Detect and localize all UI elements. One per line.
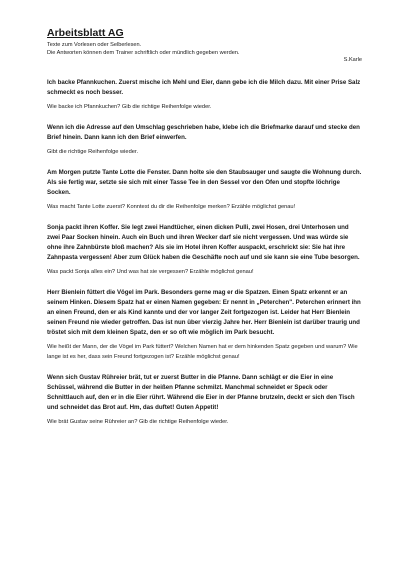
section-2 bbox=[47, 123, 362, 157]
story-text: Herr Bienlein füttert die Vögel im Park. Besonders gerne mag er die Spatzen. Einen Spatz erkennt er an seinem Hinken. Diesem Spatz hat er einen Namen gegeben: Er nennt in „Peterchen". Peterchen erinnert ihn an einen Freund, den er als Kind kannte und der vor langer Zeit fortgezogen ist. Leider hat Herr Bienlein seinen Freund nie wieder getroffen. Das ist nun über vierzig Jahre her. Herr Bienlein ist darüber traurig und tröstet sich mit dem kleinen Spatz, den er so oft wie möglich im Park besucht. bbox=[47, 289, 361, 336]
intro-line-2: Die Antworten können dem Trainer schriftlich oder mündlich gegeben werden. bbox=[47, 50, 240, 56]
worksheet-title: Arbeitsblatt AG bbox=[47, 27, 124, 39]
question-text: Was macht Tante Lotte zuerst? Konntest du dir die Reihenfolge merken? Erzähle möglichst genau! bbox=[47, 204, 296, 210]
section-5 bbox=[47, 288, 362, 362]
author-signature: S.Karle bbox=[343, 57, 362, 63]
story-text: Am Morgen putzte Tante Lotte die Fenster. Dann holte sie den Staubsauger und saugte die Wohnung durch. Als sie fertig war, setzte sie sich mit einer Tasse Tee in den Sessel vor den Ofen und stopfte löchrige Socken. bbox=[47, 169, 362, 196]
story-text: Wenn sich Gustav Rühreier brät, tut er zuerst Butter in die Pfanne. Dann schlägt er die Eier in eine Schüssel, während die Butter in der heißen Pfanne schmilzt. Manchmal schneidet er Speck oder Schnittlauch auf, den er in die Eier rührt. Während die Eier in der Pfanne brutzeln, deckt er sich den Tisch und schneidet das Brot auf. Hm, das duftet! Guten Appetit! bbox=[47, 374, 355, 411]
story-text: Wenn ich die Adresse auf den Umschlag geschrieben habe, klebe ich die Briefmarke darauf und stecke den Brief hinein. Dann kann ich den Brief einwerfen. bbox=[47, 124, 360, 141]
section-6 bbox=[47, 373, 362, 427]
story-text: Sonja packt ihren Koffer. Sie legt zwei Handtücher, einen dicken Pulli, zwei Hosen, drei Unterhosen und zwei Paar Socken hinein. Auch ein Buch und ihren Wecker darf sie nicht vergessen. Und was würde sie ohne ihre Zahnbürste bloß machen? Als sie im Hotel ihren Koffer auspackt, erschrickt sie: Sie hat ihre Zahnpasta vergessen! Aber zum Glück haben die Geschäfte noch auf und sie kann sie eine Tube besorgen. bbox=[47, 224, 360, 261]
intro-line-1: Texte zum Vorlesen oder Selberlesen. bbox=[47, 42, 142, 48]
question-text: Was packt Sonja alles ein? Und was hat sie vergessen? Erzähle möglichst genau! bbox=[47, 269, 254, 275]
intro-row bbox=[47, 49, 362, 57]
question-text: Wie heißt der Mann, der die Vögel im Park füttert? Welchen Namen hat er dem hinkenden Spatz gegeben und warum? Wie lange ist es her, dass sein Freund fortgezogen ist? Erzähle möglichst genau! bbox=[47, 344, 358, 360]
section-4 bbox=[47, 223, 362, 277]
worksheet-header bbox=[47, 27, 362, 63]
section-1 bbox=[47, 78, 362, 112]
question-text: Gibt die richtige Reihenfolge wieder. bbox=[47, 149, 139, 155]
question-text: Wie brät Gustav seine Rühreier an? Gib die richtige Reihenfolge wieder. bbox=[47, 419, 229, 425]
section-3 bbox=[47, 168, 362, 212]
story-text: Ich backe Pfannkuchen. Zuerst mische ich Mehl und Eier, dann gebe ich die Milch dazu. Mit einer Prise Salz schmeckt es noch besser. bbox=[47, 79, 361, 96]
question-text: Wie backe ich Pfannkuchen? Gib die richtige Reihenfolge wieder. bbox=[47, 104, 212, 110]
